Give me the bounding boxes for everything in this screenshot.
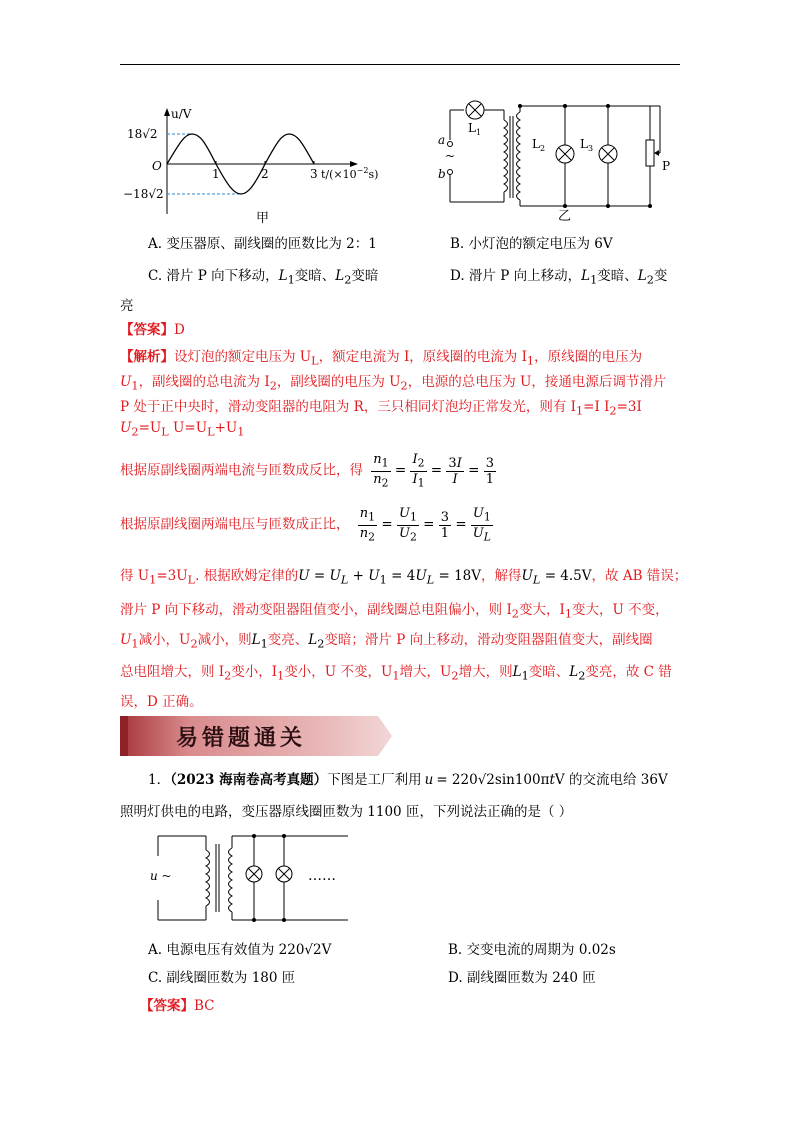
lighting-circuit-figure — [148, 828, 358, 928]
tick-2: 2 — [261, 167, 269, 181]
label-p: P — [662, 159, 671, 173]
origin-label: O — [152, 159, 162, 173]
answer-prev: 【答案】D — [120, 322, 185, 338]
option-d-prev: D. 滑片 P 向上移动，$L_1$变暗、$L_2$变 — [450, 268, 668, 287]
ellipsis: …… — [308, 868, 336, 884]
analysis-line-6: 根据原副线圈两端电压与匝数成正比， $\frac{n_1}{n_2}$ = $\frac{U_1}{U_2}$ = $\frac{3}{1}$ = $\frac{U_1}{U_L}$ — [120, 506, 491, 544]
tick-3: 3 — [310, 167, 318, 181]
analysis-line-1: 【解析】设灯泡的额定电压为 $U_L$，额定电流为 I，原线圈的电流为 $I_1$，原线圈的电压为 — [120, 349, 643, 368]
option-b-q1: B. 交变电流的周期为 0.02s — [448, 942, 616, 958]
analysis-line-3: P 处于正中央时，滑动变阻器的电阻为 R，三只相同灯泡均正常发光，则有 $I_1=I$ $I_2=3I$ — [120, 399, 642, 418]
answer-q1: 【答案】BC — [140, 998, 215, 1014]
analysis-line-5: 根据原副线圈两端电流与匝数成反比，得 $\frac{n_1}{n_2}$ = $\frac{I_2}{I_1}$ = $\frac{3I}{I}$ = $\frac{3}{1}$ — [120, 452, 495, 490]
option-b-prev: B. 小灯泡的额定电压为 6V — [450, 236, 613, 252]
analysis-line-9: $U_1$减小，$U_2$减小，则$L_1$变亮、$L_2$变暗；滑片 P 向上移动，滑动变阻器阻值变大，副线圈 — [120, 632, 653, 651]
option-a-prev: A. 变压器原、副线圈的匝数比为 2：1 — [148, 236, 377, 252]
label-l2: $L_2$ — [532, 137, 546, 153]
caption-yi: 乙 — [558, 209, 572, 222]
sine-wave-figure — [120, 98, 400, 228]
terminal-b: b — [438, 167, 446, 181]
x-axis-label: $t/(\times 10^{-2}s)$ — [321, 166, 379, 181]
question-1-line-1: 1．（2023 海南卷高考真题）下图是工厂利用 u = 220√2sin100πtV 的交流电给 36V — [148, 772, 668, 788]
header-rule — [120, 64, 680, 65]
analysis-line-8: 滑片 P 向下移动，滑动变阻器阻值变小，副线圈总电阻偏小，则 $I_2$变大，$I_1$变大，U 不变， — [120, 602, 669, 621]
analysis-line-11: 误，D 正确。 — [120, 694, 203, 710]
option-c-prev: C. 滑片 P 向下移动，$L_1$变暗、$L_2$变暗 — [148, 268, 379, 287]
transformer-circuit-figure — [430, 92, 700, 222]
question-1-line-2: 照明灯供电的电路，变压器原线圈匝数为 1100 匝，下列说法正确的是（ ） — [120, 804, 573, 820]
option-c-q1: C. 副线圈匝数为 180 匝 — [148, 970, 296, 986]
y-axis-label: u/V — [171, 107, 192, 121]
analysis-line-2: $U_1$，副线圈的总电流为 $I_2$，副线圈的电压为 $U_2$，电源的总电压为 U，接通电源后调节滑片 — [120, 374, 667, 393]
analysis-line-4: $U_2=U_L$ $U=U_L+U_1$ — [120, 420, 245, 439]
source-label: u ~ — [150, 869, 172, 883]
ymin-label: −18√2 — [123, 187, 164, 201]
analysis-line-7: 得 $U_1=3U_L$. 根据欧姆定律的$U = U_L + U_1 = 4U_L = 18V$，解得$U_L = 4.5V$，故 AB 错误； — [120, 568, 688, 587]
terminal-a: a — [438, 133, 446, 147]
banner-title: 易错题通关 — [176, 725, 307, 751]
ymax-label: 18√2 — [127, 127, 158, 141]
label-l1: $L_1$ — [468, 121, 482, 137]
option-d-q1: D. 副线圈匝数为 240 匝 — [448, 970, 596, 986]
option-a-q1: A. 电源电压有效值为 220√2V — [148, 942, 332, 958]
tick-1: 1 — [212, 167, 220, 181]
label-l3: $L_3$ — [580, 137, 594, 153]
option-d-wrap: 亮 — [120, 298, 134, 314]
analysis-line-10: 总电阻增大，则 $I_2$变小，$I_1$变小，U 不变，$U_1$增大，$U_2$增大，则$L_1$变暗、$L_2$变亮，故 C 错 — [120, 664, 672, 683]
caption-jia: 甲 — [256, 211, 270, 226]
ac-symbol: ~ — [445, 149, 456, 163]
